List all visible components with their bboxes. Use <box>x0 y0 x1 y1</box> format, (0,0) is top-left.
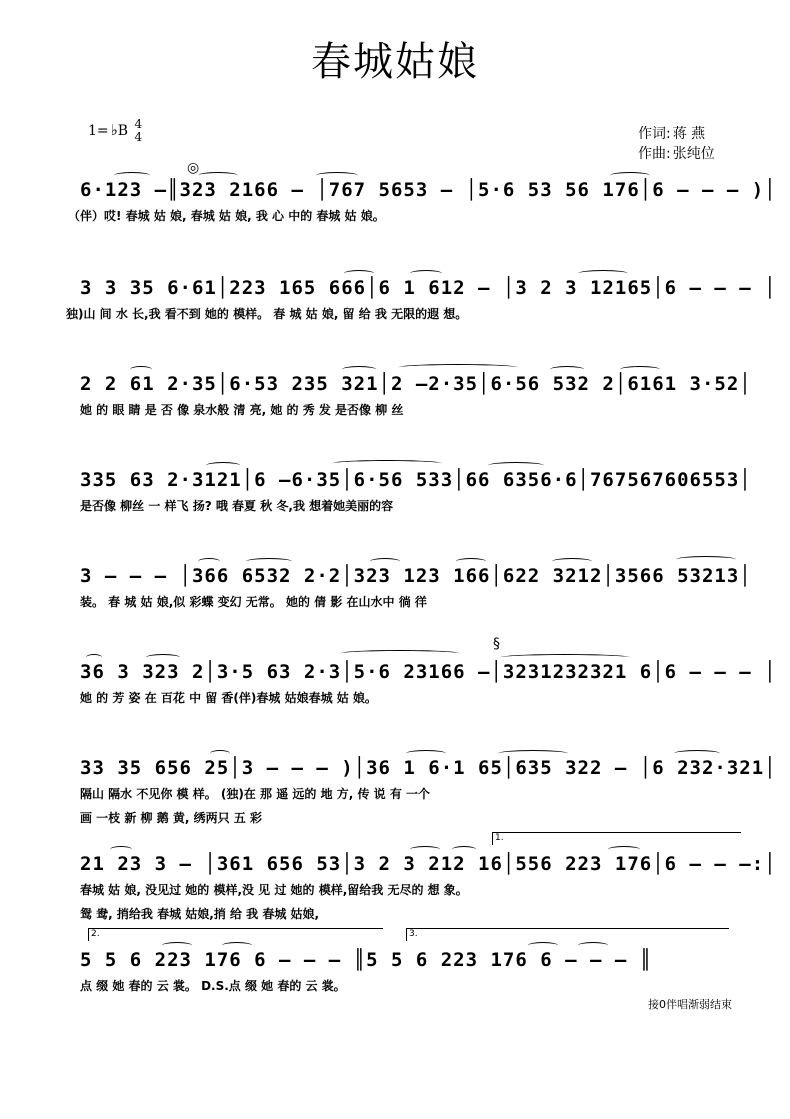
notes-line: 6·123 –║323 2166 – │767 5653 – │5·6 53 56 176│6 – – – )│ <box>80 179 777 201</box>
segno-icon: ◎ <box>187 160 200 176</box>
lyricist-name: 蒋 燕 <box>672 126 706 142</box>
slur <box>674 750 720 757</box>
lyrics-line: 她 的 眼 睛 是 否 像 泉水般 清 亮, 她 的 秀 发 是否像 柳 丝 <box>80 403 404 417</box>
ending-note: 接0伴唱渐弱结束 <box>648 998 732 1011</box>
slur <box>452 846 476 853</box>
slur <box>676 556 736 563</box>
slur <box>340 650 460 657</box>
slur <box>206 462 240 469</box>
lyrics-line: 独)山 间 水 长,我 看不到 她的 模样。 春 城 姑 娘, 留 给 我 无限的遐 想。 <box>66 307 468 321</box>
notes-line: 3 – – – │366 6532 2·2│323 123 166│622 3212│3566 53213│ <box>80 565 752 587</box>
time-beats: 4 <box>134 117 143 131</box>
slur <box>86 654 102 661</box>
notes-line: 335 63 2·3121│6 –6·35│6·56 533│66 6356·6│767567606553│ <box>80 469 752 491</box>
slur <box>498 750 568 757</box>
slur <box>406 750 446 757</box>
slur <box>198 558 220 565</box>
lyrics-line: 是否像 柳丝 一 样飞 扬? 哦 春夏 秋 冬,我 想着她美丽的容 <box>80 499 394 513</box>
notes-line: 2 2 61 2·35│6·53 235 321│2 –2·35│6·56 532 2│6161 3·52│ <box>80 373 752 395</box>
volta-bracket-1: 1. <box>492 832 741 845</box>
slur <box>146 654 180 661</box>
slur <box>162 942 192 949</box>
slur <box>344 270 374 277</box>
notes-line: 3 3 35 6·61│223 165 666│6 1 612 – │3 2 3 12165│6 – – – │ <box>80 277 777 299</box>
composer-name: 张纯位 <box>672 146 715 162</box>
slur <box>578 270 628 277</box>
volta-bracket-3: 3. <box>406 928 729 941</box>
slur <box>130 366 152 373</box>
segno-icon: § <box>493 636 500 652</box>
time-signature <box>134 118 142 144</box>
lyrics-line-2: 鸳 鸯, 捎给我 春城 姑娘,捎 给 我 春城 姑娘, <box>80 907 320 921</box>
lyrics-line: 装。 春 城 姑 娘,似 彩蝶 变幻 无常。 她的 倩 影 在山水中 徜 徉 <box>80 595 427 609</box>
key-signature <box>88 118 142 144</box>
slur <box>114 172 150 179</box>
slur <box>398 364 518 371</box>
volta-bracket-2: 2. <box>88 928 383 941</box>
slur <box>246 558 292 565</box>
time-unit: 4 <box>134 130 143 144</box>
slur <box>198 172 238 179</box>
composer-label: 作曲: <box>638 146 671 162</box>
lyrics-line: 隔山 隔水 不见你 模 样。 (独)在 那 遥 远的 地 方, 传 说 有 一个 <box>80 787 431 801</box>
slur <box>316 172 358 179</box>
slur <box>410 846 440 853</box>
page-title: 春城姑娘 <box>311 39 479 85</box>
notes-line: 33 35 656 25│3 – – – )│36 1 6·1 65│635 322 – │6 232·321│ <box>80 757 777 779</box>
slur <box>342 366 376 373</box>
notes-line: 21 23 3 – │361 656 53│3 2 3 212 16│556 223 176│6 – – –:│ <box>80 853 777 875</box>
flat-sign: ♭ <box>110 121 118 139</box>
lyrics-line: 她 的 芳 姿 在 百花 中 留 香(伴)春城 姑娘春城 姑 娘。 <box>80 691 377 705</box>
slur <box>488 462 544 469</box>
slur <box>500 654 630 661</box>
slur <box>528 942 558 949</box>
lyricist-line <box>636 124 715 144</box>
slur <box>370 558 400 565</box>
notes-line: 5 5 6 223 176 6 – – – ║5 5 6 223 176 6 – – – ║ <box>80 949 653 971</box>
slur <box>456 558 486 565</box>
slur <box>552 558 592 565</box>
slur <box>410 270 442 277</box>
slur <box>550 366 584 373</box>
slur <box>210 750 230 757</box>
notes-line: 36 3 323 2│3·5 63 2·3│5·6 23166 –│3231232321 6│6 – – – │ <box>80 661 777 683</box>
lyrics-line: 春城 姑 娘, 没见过 她的 模样,没 见 过 她的 模样,留给我 无尽的 想 象。 <box>80 883 468 897</box>
slur <box>578 942 608 949</box>
lyrics-line: 点 缀 她 春的 云 裳。 D.S.点 缀 她 春的 云 裳。 <box>80 979 346 993</box>
slur <box>110 846 132 853</box>
lyrics-line: （伴）哎! 春城 姑 娘, 春城 姑 娘, 我 心 中的 春城 姑 娘。 <box>68 209 385 223</box>
lyricist-label: 作词: <box>638 126 671 142</box>
slur <box>332 460 442 467</box>
lyrics-line-2: 画 一枝 新 柳 鹅 黄, 绣两只 五 彩 <box>80 811 262 825</box>
key-note: B <box>117 123 129 139</box>
key-prefix: 1= <box>88 123 109 139</box>
slur <box>608 846 640 853</box>
slur <box>222 942 252 949</box>
composer-line <box>636 144 715 164</box>
slur <box>620 366 660 373</box>
slur <box>610 172 650 179</box>
credits <box>636 124 715 164</box>
